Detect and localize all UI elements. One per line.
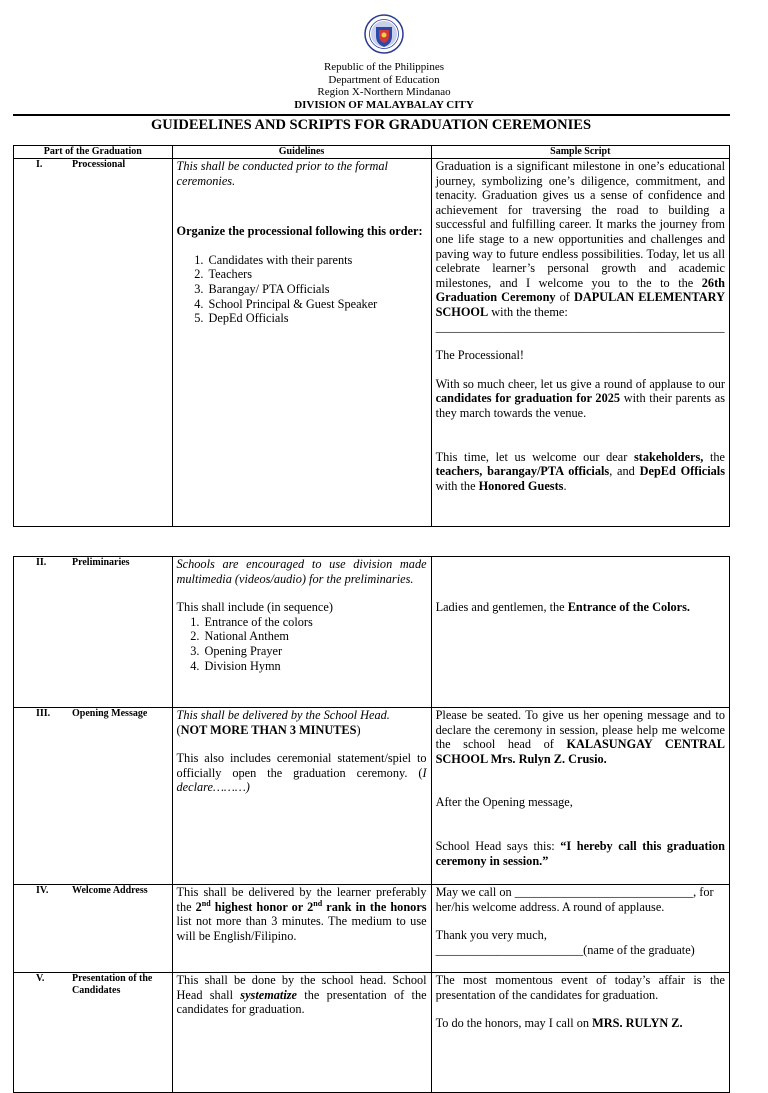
table-row [14, 973, 730, 1093]
list-item: 2. National Anthem [203, 629, 427, 644]
header-line-2: Department of Education [328, 73, 440, 86]
guidelines-cell [172, 885, 431, 973]
processional-order-list [177, 253, 427, 326]
script-cell [431, 708, 729, 885]
script-cell [431, 973, 729, 1093]
guideline-text: This shall be delivered by the School Head. [176, 708, 390, 722]
script-paragraph: The Processional! [435, 348, 525, 363]
guideline-text: This shall be conducted prior to the formal ceremonies. [176, 159, 388, 188]
part-cell [14, 885, 173, 973]
guidelines-cell [172, 708, 431, 885]
script-paragraph: May we call on _____________________________, for her/his welcome address. A round of applause. [435, 885, 714, 914]
part-number: II. [36, 557, 47, 568]
guidelines-cell [172, 159, 431, 527]
guideline-text: (NOT MORE THAN 3 MINUTES) [176, 722, 361, 737]
script-cell [431, 557, 729, 708]
part-cell [14, 973, 173, 1093]
guidelines-table-1 [13, 145, 730, 527]
letterhead [0, 14, 768, 111]
document-title: GUIDEELINES AND SCRIPTS FOR GRADUATION CEREMONIES [150, 117, 592, 133]
script-paragraph: Please be seated. To give us her opening message and to declare the ceremony in session, please help me welcome the school head of KALASUNGAY CENTRAL SCHOOL Mrs. Rulyn Z. Crusio. [435, 708, 726, 766]
part-name: Preliminaries [72, 557, 130, 568]
list-item: 1. Candidates with their parents [207, 253, 427, 268]
part-cell [14, 557, 173, 708]
list-item: 2. Teachers [207, 267, 427, 282]
part-name: Opening Message [72, 708, 148, 719]
list-item: 4. Division Hymn [203, 659, 427, 674]
table-row [14, 708, 730, 885]
script-paragraph: This time, let us welcome our dear stakeholders, the teachers, barangay/PTA officials, and DepEd Officials with the Honored Guests. [435, 449, 726, 493]
list-item: 3. Opening Prayer [203, 644, 427, 659]
deped-seal-icon [364, 14, 404, 54]
preliminaries-list [177, 615, 427, 673]
part-number: III. [36, 708, 51, 719]
script-cell [431, 885, 729, 973]
script-paragraph: The most momentous event of today’s affair is the presentation of the candidates for graduation. [435, 973, 725, 1002]
script-cell [431, 159, 729, 527]
guideline-text: This shall be delivered by the learner preferably the 2nd highest honor or 2nd rank in the honors list not more than 3 minutes. The medium to use will be English/Filipino. [176, 885, 427, 943]
guideline-text: Organize the processional following this order: [176, 224, 423, 239]
guidelines-table-2 [13, 556, 730, 1093]
script-paragraph: With so much cheer, let us give a round of applause to our candidates for graduation for 2025 with their parents as they march towards the venue. [435, 376, 725, 420]
header-line-3: Region X-Northern Mindanao [317, 86, 451, 98]
column-header-script: Sample Script [431, 146, 729, 159]
script-paragraph: Thank you very much, [435, 928, 547, 943]
guidelines-cell [172, 557, 431, 708]
script-paragraph: Graduation is a significant milestone in one’s educational journey, symbolizing one’s diligence, commitment, and tenacity. Graduation gives us a sense of confidence and achievement for traversing the road to building a successful and fulfilling career. It marks the journey from one life stage to a new opportunities and challenges and paving way to future endless possibilities. Today, let us all celebrate learner’s personal growth and academic milestones, and I welcome you to the to the 26th Graduation Ceremony of DAPULAN ELEMENTARY SCHOOL with the theme: [435, 159, 726, 319]
part-cell [14, 159, 173, 527]
table-row [14, 159, 730, 527]
blank-line: _______________________________________________ [435, 319, 725, 334]
header-rule [13, 114, 730, 116]
script-paragraph: ________________________(name of the graduate) [435, 942, 695, 957]
script-paragraph: School Head says this: “I hereby call this graduation ceremony in session.” [435, 838, 726, 868]
guideline-text: This shall include (in sequence) [176, 600, 333, 615]
guideline-text: This also includes ceremonial statement/spiel to officially open the graduation ceremony. (I declare………) [176, 751, 427, 795]
table-row [14, 557, 730, 708]
part-number: I. [36, 159, 43, 170]
guidelines-cell [172, 973, 431, 1093]
part-name: Presentation of the Candidates [72, 973, 153, 996]
part-number: V. [36, 973, 45, 984]
list-item: 3. Barangay/ PTA Officials [207, 282, 427, 297]
script-paragraph: To do the honors, may I call on MRS. RULYN Z. [435, 1016, 683, 1031]
list-item: 4. School Principal & Guest Speaker [207, 297, 427, 312]
table-header-row [14, 146, 730, 159]
guideline-text: This shall be done by the school head. School Head shall systematize the presentation of the candidates for graduation. [176, 973, 427, 1017]
script-paragraph: Ladies and gentlemen, the Entrance of the Colors. [435, 600, 690, 614]
list-item: 5. DepEd Officials [207, 311, 427, 326]
part-cell [14, 708, 173, 885]
header-line-1: Republic of the Philippines [323, 61, 445, 73]
part-name: Processional [72, 159, 126, 170]
header-division: DIVISION OF MALAYBALAY CITY [294, 98, 474, 111]
guideline-text: Schools are encouraged to use division made multimedia (videos/audio) for the preliminaries. [176, 557, 427, 586]
script-paragraph: After the Opening message, [435, 795, 573, 810]
part-number: IV. [36, 885, 49, 896]
list-item: 1. Entrance of the colors [203, 615, 427, 630]
table-row [14, 885, 730, 973]
part-name: Welcome Address [72, 885, 148, 896]
column-header-guidelines: Guidelines [172, 146, 431, 159]
column-header-part: Part of the Graduation [14, 146, 173, 159]
